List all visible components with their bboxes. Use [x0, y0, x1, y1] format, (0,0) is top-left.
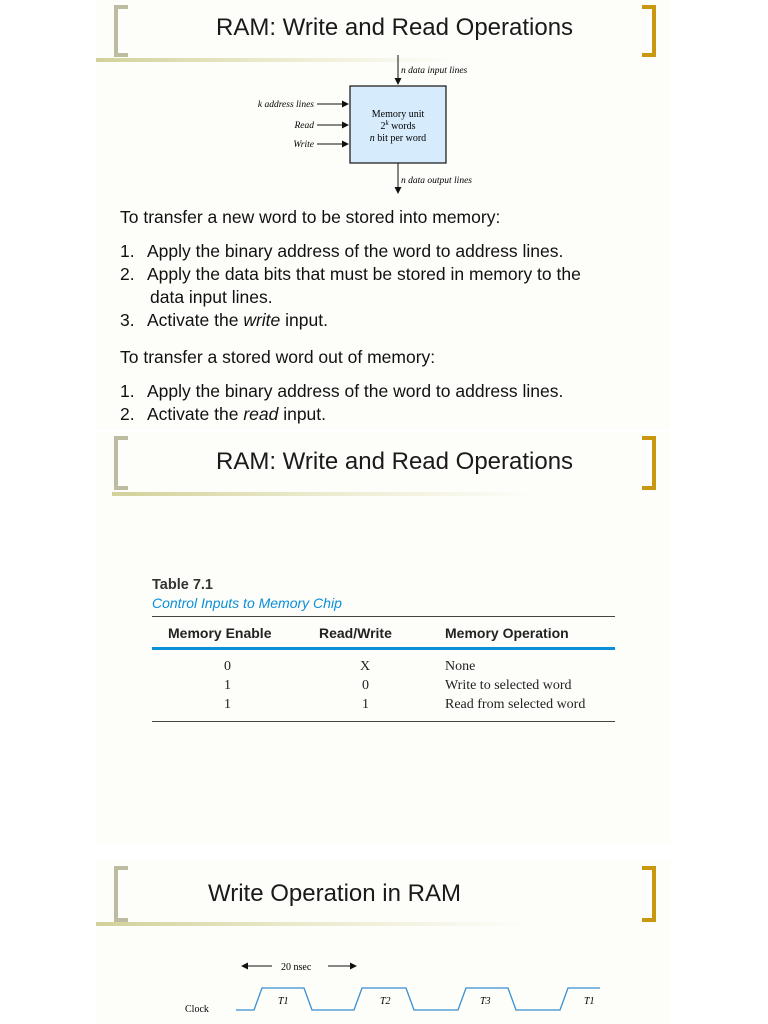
write-steps — [120, 240, 581, 332]
right-bracket — [642, 866, 656, 922]
read-intro: To transfer a stored word out of memory: — [120, 347, 436, 367]
table-cell: 0 — [224, 659, 231, 674]
clock-timing-diagram — [180, 952, 610, 1022]
list-item: 2. Apply the data bits that must be stored in memory to the data input lines. — [120, 264, 581, 307]
bits-label: n bit per word — [369, 133, 427, 144]
table-cell: Write to selected word — [445, 678, 572, 693]
write-intro: To transfer a new word to be stored into memory: — [120, 207, 501, 227]
table-cell: Read from selected word — [445, 697, 586, 712]
clock-label: Clock — [185, 1004, 209, 1015]
left-bracket — [114, 436, 128, 490]
clock-waveform — [236, 988, 600, 1010]
list-item: 1. Apply the binary address of the word to address lines. — [120, 381, 564, 401]
slide-title: RAM: Write and Read Operations — [216, 14, 574, 41]
left-bracket — [114, 5, 128, 57]
table-cell: None — [445, 659, 476, 674]
right-bracket — [642, 5, 656, 57]
table-cell: X — [360, 659, 371, 674]
table-cell: 1 — [224, 678, 231, 693]
period-label: 20 nsec — [281, 962, 312, 973]
table-bottom-rule — [152, 721, 615, 722]
column-header-memory-enable: Memory Enable — [168, 625, 272, 641]
table-subcaption: Control Inputs to Memory Chip — [152, 595, 342, 611]
right-bracket — [642, 436, 656, 490]
table-header-rule — [152, 647, 615, 650]
table-top-rule — [152, 616, 615, 617]
address-label: k address lines — [257, 100, 314, 110]
words-label: 2$^k$ words — [380, 119, 416, 132]
column-header-read-write: Read/Write — [319, 625, 392, 641]
pulse-label: T3 — [480, 996, 491, 1007]
slide-title: RAM: Write and Read Operations — [216, 448, 574, 475]
data-input-label: n data input lines — [401, 66, 468, 76]
list-item: 2. Activate the read input. — [120, 404, 327, 424]
left-bracket — [114, 866, 128, 922]
table-cell: 1 — [362, 697, 369, 712]
data-output-label: n data output lines — [401, 176, 472, 186]
write-label: Write — [293, 140, 314, 150]
memory-unit-label: Memory unit — [371, 109, 425, 120]
read-label: Read — [294, 121, 314, 131]
slide-title: Write Operation in RAM — [208, 880, 461, 907]
memory-unit-diagram — [240, 50, 520, 200]
title-underline — [96, 922, 526, 926]
list-item: 1. Apply the binary address of the word to address lines. — [120, 241, 564, 261]
list-item: 3. Activate the write input. — [120, 310, 328, 330]
title-underline — [112, 492, 532, 496]
pulse-label: T1 — [278, 996, 289, 1007]
column-header-memory-operation: Memory Operation — [445, 625, 569, 641]
table-caption: Table 7.1 — [152, 577, 213, 593]
table-cell: 0 — [362, 678, 369, 693]
read-steps — [120, 380, 563, 426]
pulse-label: T1 — [584, 996, 595, 1007]
pulse-label: T2 — [380, 996, 391, 1007]
table-cell: 1 — [224, 697, 231, 712]
